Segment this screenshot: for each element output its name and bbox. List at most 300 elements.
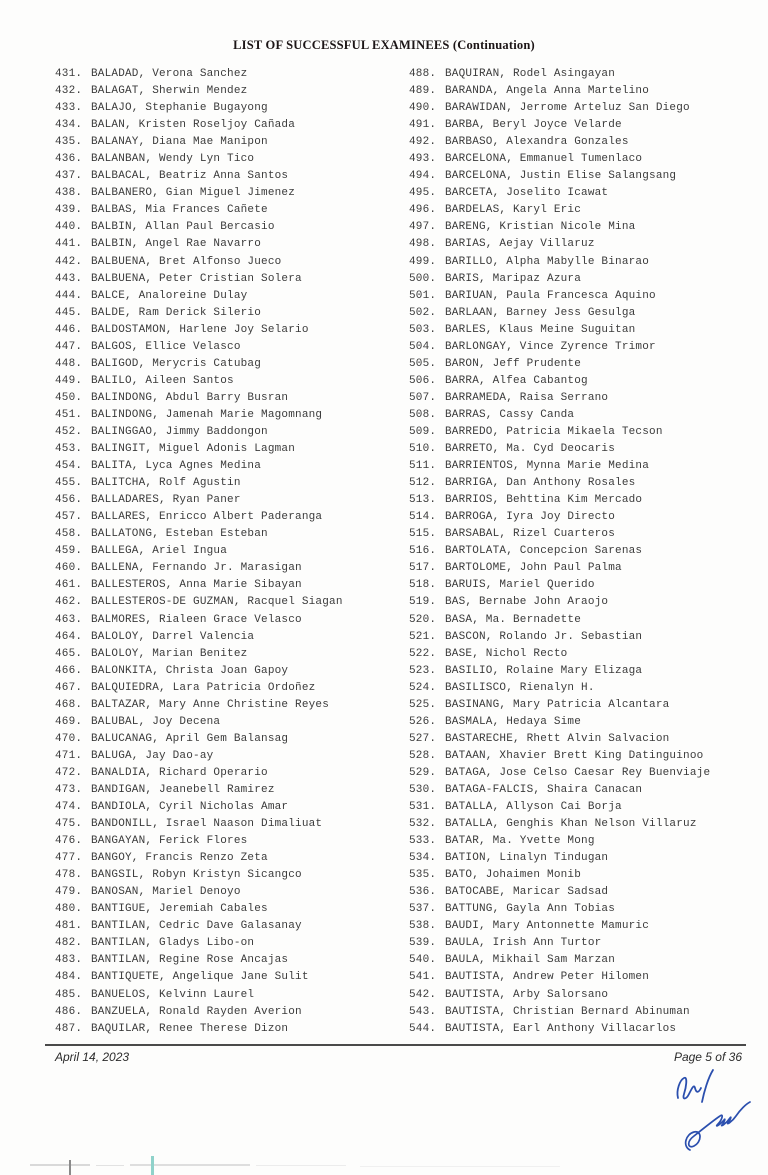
list-item <box>409 799 759 816</box>
examinee-name: BALLATONG, Esteban Esteban <box>91 528 268 541</box>
examinee-name: BALAJO, Stephanie Bugayong <box>91 102 268 115</box>
list-item <box>55 134 400 151</box>
list-item <box>409 680 759 697</box>
list-item <box>409 288 759 305</box>
examinee-name: BASE, Nichol Recto <box>445 647 568 660</box>
examinee-name: BAULA, Mikhail Sam Marzan <box>445 954 616 967</box>
examinee-number: 445. <box>55 306 83 319</box>
examinee-number: 516. <box>409 545 437 558</box>
footer-divider <box>45 1044 746 1046</box>
list-item <box>409 339 759 356</box>
list-item <box>55 1021 400 1038</box>
examinee-number: 503. <box>409 323 437 336</box>
examinee-name: BANTILAN, Cedric Dave Galasanay <box>91 920 302 933</box>
list-item <box>409 100 759 117</box>
examinee-number: 513. <box>409 494 437 507</box>
examinee-name: BANTIGUE, Jeremiah Cabales <box>91 903 268 916</box>
list-item <box>55 219 400 236</box>
examinee-name: BATAR, Ma. Yvette Mong <box>445 835 595 848</box>
examinee-name: BALUGA, Jay Dao-ay <box>91 749 214 762</box>
examinee-name: BARILLO, Alpha Mabylle Binarao <box>445 255 650 268</box>
examinee-number: 532. <box>409 818 437 831</box>
examinee-number: 504. <box>409 340 437 353</box>
examinee-number: 493. <box>409 153 437 166</box>
examinee-name: BALBUENA, Peter Cristian Solera <box>91 272 302 285</box>
list-item <box>55 202 400 219</box>
examinee-name: BASMALA, Hedaya Sime <box>445 715 582 728</box>
list-item <box>409 492 759 509</box>
footer-page-number: Page 5 of 36 <box>673 1050 742 1064</box>
examinee-name: BANDIOLA, Cyril Nicholas Amar <box>91 801 289 814</box>
examinee-name: BALONKITA, Christa Joan Gapoy <box>91 664 289 677</box>
examinee-number: 544. <box>409 1022 437 1035</box>
examinee-number: 506. <box>409 374 437 387</box>
list-item <box>55 185 400 202</box>
examinee-name: BARRIENTOS, Mynna Marie Medina <box>445 460 650 473</box>
examinee-name: BALITA, Lyca Agnes Medina <box>91 460 262 473</box>
list-item <box>409 475 759 492</box>
examinee-name: BARIUAN, Paula Francesca Aquino <box>445 289 656 302</box>
examinee-name: BALBACAL, Beatriz Anna Santos <box>91 170 289 183</box>
list-item <box>55 952 400 969</box>
examinee-number: 527. <box>409 732 437 745</box>
examinee-name: BAULA, Irish Ann Turtor <box>445 937 602 950</box>
examinee-number: 438. <box>55 187 83 200</box>
examinee-number: 517. <box>409 562 437 575</box>
examinee-number: 468. <box>55 698 83 711</box>
examinee-name: BARCELONA, Emmanuel Tumenlaco <box>445 153 643 166</box>
examinee-name: BALOLOY, Darrel Valencia <box>91 630 255 643</box>
list-item <box>55 816 400 833</box>
examinee-name: BARCELONA, Justin Elise Salangsang <box>445 170 677 183</box>
list-item <box>409 918 759 935</box>
examinee-number: 491. <box>409 119 437 132</box>
examinee-number: 484. <box>55 971 83 984</box>
list-item <box>409 202 759 219</box>
examinee-name: BARAWIDAN, Jerrome Arteluz San Diego <box>445 102 690 115</box>
examinee-number: 534. <box>409 852 437 865</box>
examinee-name: BALDOSTAMON, Harlene Joy Selario <box>91 323 309 336</box>
examinee-name: BALCE, Analoreine Dulay <box>91 289 248 302</box>
examinee-name: BARLONGAY, Vince Zyrence Trimor <box>445 340 656 353</box>
page-title: LIST OF SUCCESSFUL EXAMINEES (Continuation) <box>233 38 535 52</box>
list-item <box>409 867 759 884</box>
examinee-name: BALOLOY, Marian Benitez <box>91 647 248 660</box>
list-item <box>409 117 759 134</box>
examinee-name: BARSABAL, Rizel Cuarteros <box>445 528 616 541</box>
examinee-name: BASILIO, Rolaine Mary Elizaga <box>445 664 643 677</box>
examinee-number: 470. <box>55 732 83 745</box>
scan-artifact <box>256 1165 346 1166</box>
examinee-name: BATAGA-FALCIS, Shaira Canacan <box>445 783 643 796</box>
list-item <box>55 151 400 168</box>
list-item <box>55 1004 400 1021</box>
examinee-name: BALQUIEDRA, Lara Patricia Ordoñez <box>91 681 316 694</box>
examinee-name: BALITCHA, Rolf Agustin <box>91 477 241 490</box>
examinee-number: 459. <box>55 545 83 558</box>
examinee-number: 510. <box>409 443 437 456</box>
examinee-list-left-column <box>55 66 400 1038</box>
list-item <box>55 168 400 185</box>
examinee-name: BALANAY, Diana Mae Manipon <box>91 136 268 149</box>
list-item <box>409 731 759 748</box>
examinee-number: 498. <box>409 238 437 251</box>
examinee-number: 472. <box>55 766 83 779</box>
examinee-name: BALBIN, Allan Paul Bercasio <box>91 221 275 234</box>
list-item <box>409 168 759 185</box>
examinee-number: 502. <box>409 306 437 319</box>
examinee-name: BALINDONG, Jamenah Marie Magomnang <box>91 408 323 421</box>
examinee-name: BALLESTEROS, Anna Marie Sibayan <box>91 579 302 592</box>
examinee-name: BALLEGA, Ariel Ingua <box>91 545 228 558</box>
examinee-number: 485. <box>55 988 83 1001</box>
list-item <box>55 577 400 594</box>
examinee-number: 475. <box>55 818 83 831</box>
examinee-name: BARTOLOME, John Paul Palma <box>445 562 622 575</box>
list-item <box>55 441 400 458</box>
scan-artifact <box>69 1160 71 1175</box>
examinee-number: 453. <box>55 443 83 456</box>
examinee-name: BALLADARES, Ryan Paner <box>91 494 241 507</box>
examinee-name: BALBAS, Mia Frances Cañete <box>91 204 268 217</box>
examinee-number: 507. <box>409 391 437 404</box>
examinee-number: 464. <box>55 630 83 643</box>
examinee-name: BANUELOS, Kelvinn Laurel <box>91 988 255 1001</box>
examinee-number: 523. <box>409 664 437 677</box>
examinee-number: 488. <box>409 68 437 80</box>
list-item <box>55 100 400 117</box>
examinee-name: BALADAD, Verona Sanchez <box>91 68 248 80</box>
examinee-number: 456. <box>55 494 83 507</box>
list-item <box>409 458 759 475</box>
list-item <box>55 799 400 816</box>
list-item <box>409 526 759 543</box>
list-item <box>55 867 400 884</box>
examinee-name: BALBUENA, Bret Alfonso Jueco <box>91 255 282 268</box>
examinee-name: BARUIS, Mariel Querido <box>445 579 595 592</box>
examinee-name: BARRIOS, Behttina Kim Mercado <box>445 494 643 507</box>
examinee-name: BALGOS, Ellice Velasco <box>91 340 241 353</box>
examinee-number: 521. <box>409 630 437 643</box>
examinee-number: 432. <box>55 85 83 98</box>
examinee-name: BALBIN, Angel Rae Navarro <box>91 238 262 251</box>
examinee-name: BAUTISTA, Andrew Peter Hilomen <box>445 971 650 984</box>
examinee-number: 525. <box>409 698 437 711</box>
scan-artifact <box>96 1165 124 1166</box>
examinee-number: 433. <box>55 102 83 115</box>
examinee-number: 514. <box>409 511 437 524</box>
list-item <box>55 543 400 560</box>
examinee-name: BANGOY, Francis Renzo Zeta <box>91 852 268 865</box>
list-item <box>409 884 759 901</box>
list-item <box>409 782 759 799</box>
examinee-number: 441. <box>55 238 83 251</box>
examinee-number: 452. <box>55 425 83 438</box>
signature-initials-ink-icon <box>672 1068 718 1110</box>
examinee-name: BANGSIL, Robyn Kristyn Sicangco <box>91 869 302 882</box>
examinee-number: 460. <box>55 562 83 575</box>
examinee-name: BASA, Ma. Bernadette <box>445 613 582 626</box>
examinee-number: 436. <box>55 153 83 166</box>
list-item <box>55 560 400 577</box>
examinee-name: BALMORES, Rialeen Grace Velasco <box>91 613 302 626</box>
signature-scribble-ink-icon <box>680 1098 754 1156</box>
examinee-name: BASINANG, Mary Patricia Alcantara <box>445 698 670 711</box>
examinee-name: BARRAMEDA, Raisa Serrano <box>445 391 609 404</box>
list-item <box>409 850 759 867</box>
examinee-number: 530. <box>409 783 437 796</box>
list-item <box>409 765 759 782</box>
list-item <box>55 782 400 799</box>
list-item <box>409 1021 759 1038</box>
list-item <box>409 612 759 629</box>
examinee-number: 461. <box>55 579 83 592</box>
list-item <box>409 560 759 577</box>
list-item <box>409 373 759 390</box>
list-item <box>409 748 759 765</box>
list-item <box>55 66 400 83</box>
list-item <box>409 901 759 918</box>
list-item <box>55 407 400 424</box>
examinee-number: 543. <box>409 1005 437 1018</box>
examinee-number: 489. <box>409 85 437 98</box>
list-item <box>409 969 759 986</box>
list-item <box>409 424 759 441</box>
scan-artifact <box>130 1164 250 1166</box>
examinee-name: BAS, Bernabe John Araojo <box>445 596 609 609</box>
examinee-name: BALAN, Kristen Roseljoy Cañada <box>91 119 296 132</box>
list-item <box>409 935 759 952</box>
examinee-name: BALINDONG, Abdul Barry Busran <box>91 391 289 404</box>
examinee-number: 524. <box>409 681 437 694</box>
scan-artifact <box>151 1156 154 1175</box>
examinee-number: 496. <box>409 204 437 217</box>
examinee-number: 501. <box>409 289 437 302</box>
examinee-name: BALILO, Aileen Santos <box>91 374 234 387</box>
list-item <box>409 543 759 560</box>
list-item <box>55 646 400 663</box>
examinee-number: 471. <box>55 749 83 762</box>
examinee-name: BARRETO, Ma. Cyd Deocaris <box>445 443 616 456</box>
examinee-number: 481. <box>55 920 83 933</box>
list-item <box>55 833 400 850</box>
examinee-number: 536. <box>409 886 437 899</box>
examinee-name: BATO, Johaimen Monib <box>445 869 582 882</box>
examinee-name: BASTARECHE, Rhett Alvin Salvacion <box>445 732 670 745</box>
examinee-name: BARLAAN, Barney Jess Gesulga <box>445 306 636 319</box>
list-item <box>55 526 400 543</box>
examinee-number: 515. <box>409 528 437 541</box>
examinee-number: 518. <box>409 579 437 592</box>
list-item <box>55 492 400 509</box>
examinee-number: 483. <box>55 954 83 967</box>
examinee-name: BARDELAS, Karyl Eric <box>445 204 582 217</box>
examinee-name: BAQUIRAN, Rodel Asingayan <box>445 68 616 80</box>
examinee-number: 512. <box>409 477 437 490</box>
examinee-number: 540. <box>409 954 437 967</box>
list-item <box>409 577 759 594</box>
examinee-number: 444. <box>55 289 83 302</box>
examinee-name: BARROGA, Iyra Joy Directo <box>445 511 616 524</box>
examinee-number: 482. <box>55 937 83 950</box>
examinee-number: 443. <box>55 272 83 285</box>
examinee-name: BAUTISTA, Christian Bernard Abinuman <box>445 1005 690 1018</box>
examinee-name: BATOCABE, Maricar Sadsad <box>445 886 609 899</box>
examinee-number: 442. <box>55 255 83 268</box>
examinee-number: 522. <box>409 647 437 660</box>
examinee-name: BAUTISTA, Arby Salorsano <box>445 988 609 1001</box>
examinee-number: 466. <box>55 664 83 677</box>
list-item <box>55 765 400 782</box>
examinee-name: BARLES, Klaus Meine Suguitan <box>445 323 636 336</box>
examinee-name: BALTAZAR, Mary Anne Christine Reyes <box>91 698 330 711</box>
list-item <box>409 134 759 151</box>
examinee-number: 511. <box>409 460 437 473</box>
examinee-number: 537. <box>409 903 437 916</box>
examinee-name: BALAGAT, Sherwin Mendez <box>91 85 248 98</box>
list-item <box>409 305 759 322</box>
examinee-number: 469. <box>55 715 83 728</box>
examinee-name: BATAAN, Xhavier Brett King Datinguinoo <box>445 749 704 762</box>
examinee-number: 479. <box>55 886 83 899</box>
examinee-number: 533. <box>409 835 437 848</box>
list-item <box>55 83 400 100</box>
list-item <box>409 322 759 339</box>
examinee-name: BARENG, Kristian Nicole Mina <box>445 221 636 234</box>
examinee-name: BATTUNG, Gayla Ann Tobias <box>445 903 616 916</box>
examinee-name: BALLESTEROS-DE GUZMAN, Racquel Siagan <box>91 596 343 609</box>
examinee-number: 439. <box>55 204 83 217</box>
examinee-number: 455. <box>55 477 83 490</box>
examinee-name: BANTILAN, Regine Rose Ancajas <box>91 954 289 967</box>
list-item <box>55 884 400 901</box>
list-item <box>55 918 400 935</box>
scan-artifact <box>360 1166 560 1167</box>
list-item <box>409 407 759 424</box>
examinee-name: BANDIGAN, Jeanebell Ramirez <box>91 783 275 796</box>
examinee-name: BARON, Jeff Prudente <box>445 357 582 370</box>
examinee-number: 490. <box>409 102 437 115</box>
examinee-number: 535. <box>409 869 437 882</box>
list-item <box>55 714 400 731</box>
list-item <box>55 356 400 373</box>
list-item <box>55 288 400 305</box>
list-item <box>409 714 759 731</box>
examinee-name: BALANBAN, Wendy Lyn Tico <box>91 153 255 166</box>
footer-date: April 14, 2023 <box>55 1050 130 1064</box>
list-item <box>55 509 400 526</box>
examinee-name: BASILISCO, Rienalyn H. <box>445 681 595 694</box>
examinee-number: 454. <box>55 460 83 473</box>
list-item <box>55 254 400 271</box>
examinee-name: BANDONILL, Israel Naason Dimaliuat <box>91 818 323 831</box>
list-item <box>409 185 759 202</box>
examinee-name: BATALLA, Genghis Khan Nelson Villaruz <box>445 818 697 831</box>
examinee-number: 463. <box>55 613 83 626</box>
list-item <box>409 952 759 969</box>
list-item <box>55 748 400 765</box>
list-item <box>55 969 400 986</box>
examinee-number: 531. <box>409 801 437 814</box>
examinee-name: BATION, Linalyn Tindugan <box>445 852 609 865</box>
examinee-name: BARREDO, Patricia Mikaela Tecson <box>445 425 663 438</box>
list-item <box>55 731 400 748</box>
list-item <box>409 271 759 288</box>
examinee-number: 449. <box>55 374 83 387</box>
examinee-number: 448. <box>55 357 83 370</box>
list-item <box>409 219 759 236</box>
examinee-number: 542. <box>409 988 437 1001</box>
list-item <box>409 663 759 680</box>
examinee-name: BANOSAN, Mariel Denoyo <box>91 886 241 899</box>
examinee-name: BARBA, Beryl Joyce Velarde <box>445 119 622 132</box>
examinee-name: BASCON, Rolando Jr. Sebastian <box>445 630 643 643</box>
list-item <box>55 663 400 680</box>
examinee-number: 486. <box>55 1005 83 1018</box>
examinee-name: BATALLA, Allyson Cai Borja <box>445 801 622 814</box>
list-item <box>409 646 759 663</box>
examinee-name: BANALDIA, Richard Operario <box>91 766 268 779</box>
list-item <box>409 697 759 714</box>
list-item <box>409 254 759 271</box>
examinee-number: 435. <box>55 136 83 149</box>
list-item <box>409 816 759 833</box>
list-item <box>409 629 759 646</box>
list-item <box>409 66 759 83</box>
list-item <box>409 151 759 168</box>
examinee-number: 500. <box>409 272 437 285</box>
examinee-name: BANZUELA, Ronald Rayden Averion <box>91 1005 302 1018</box>
list-item <box>55 697 400 714</box>
list-item <box>55 612 400 629</box>
examinee-number: 477. <box>55 852 83 865</box>
examinee-number: 447. <box>55 340 83 353</box>
examinee-name: BALLARES, Enricco Albert Paderanga <box>91 511 323 524</box>
examinee-number: 457. <box>55 511 83 524</box>
examinee-number: 467. <box>55 681 83 694</box>
list-item <box>55 475 400 492</box>
examinee-number: 437. <box>55 170 83 183</box>
list-item <box>55 901 400 918</box>
examinee-number: 462. <box>55 596 83 609</box>
list-item <box>55 390 400 407</box>
list-item <box>409 833 759 850</box>
list-item <box>55 680 400 697</box>
examinee-name: BARIAS, Aejay Villaruz <box>445 238 595 251</box>
examinee-number: 494. <box>409 170 437 183</box>
list-item <box>55 271 400 288</box>
examinee-number: 434. <box>55 119 83 132</box>
examinee-name: BANTIQUETE, Angelique Jane Sulit <box>91 971 309 984</box>
list-item <box>55 236 400 253</box>
list-item <box>409 509 759 526</box>
list-item <box>55 458 400 475</box>
examinee-number: 538. <box>409 920 437 933</box>
examinee-name: BARRAS, Cassy Canda <box>445 408 575 421</box>
examinee-number: 476. <box>55 835 83 848</box>
examinee-name: BAUDI, Mary Antonnette Mamuric <box>445 920 650 933</box>
list-item <box>409 594 759 611</box>
list-item <box>55 322 400 339</box>
examinee-name: BALLENA, Fernando Jr. Marasigan <box>91 562 302 575</box>
examinee-number: 446. <box>55 323 83 336</box>
examinee-name: BALUBAL, Joy Decena <box>91 715 221 728</box>
examinee-name: BALINGGAO, Jimmy Baddongon <box>91 425 268 438</box>
list-item <box>55 935 400 952</box>
examinee-number: 529. <box>409 766 437 779</box>
examinee-name: BALBANERO, Gian Miguel Jimenez <box>91 187 296 200</box>
list-item <box>409 390 759 407</box>
